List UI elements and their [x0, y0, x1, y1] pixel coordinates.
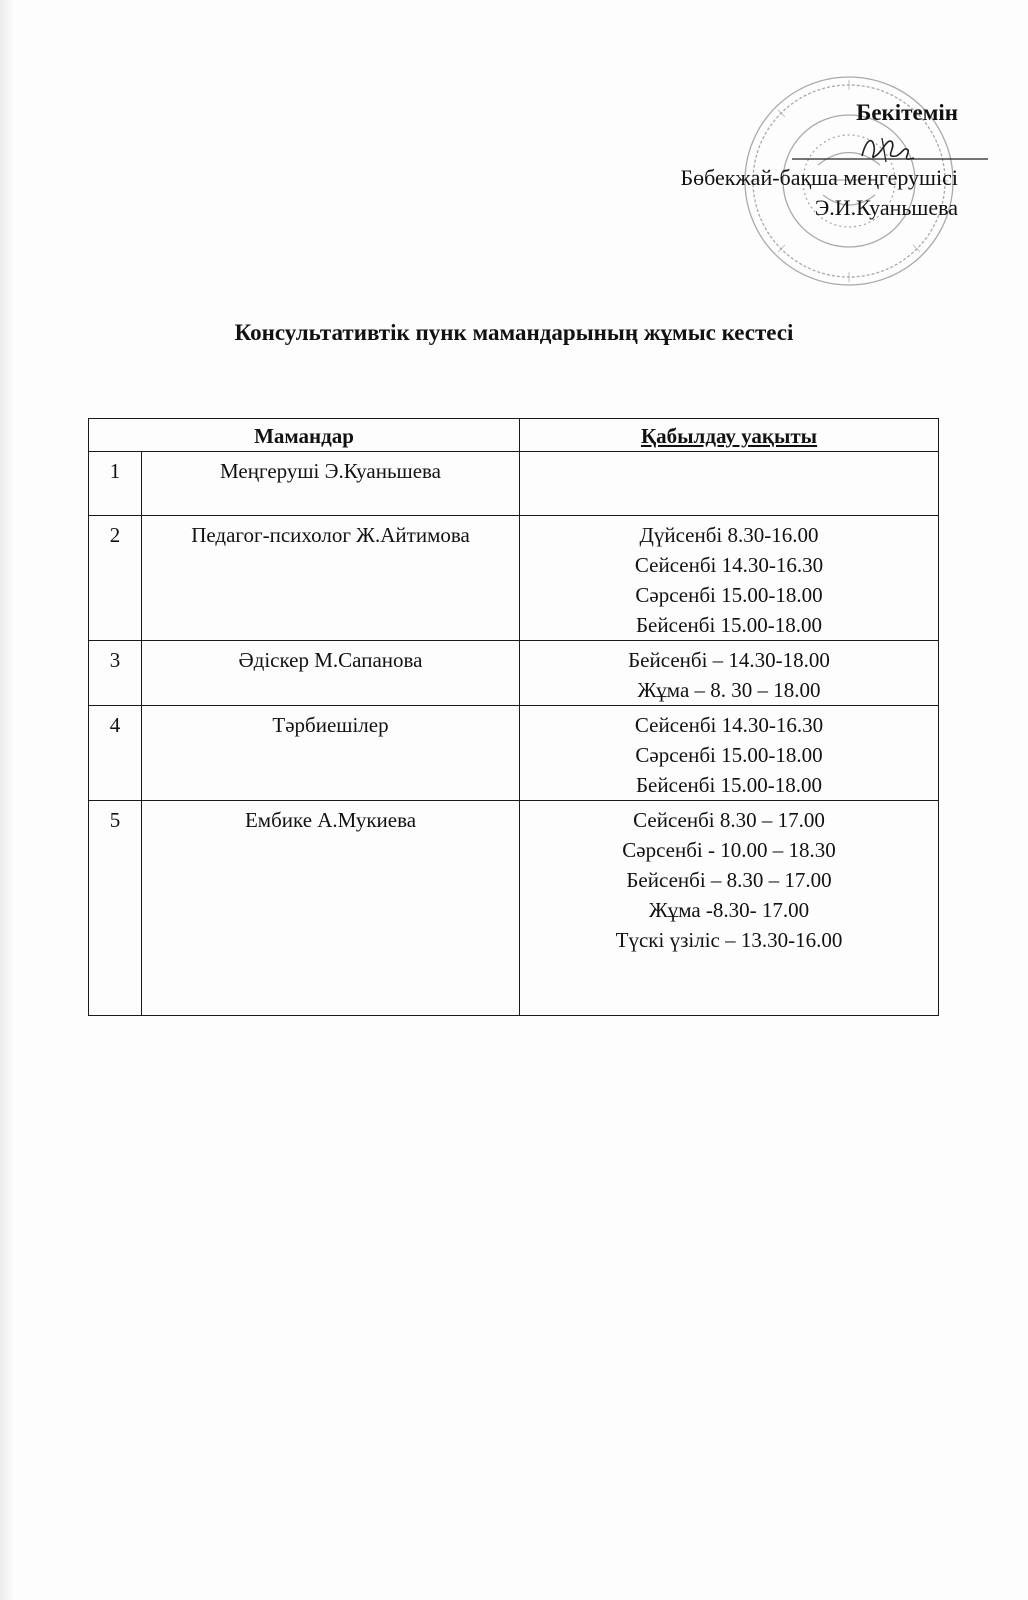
table-row — [89, 801, 939, 1016]
row-number: 4 — [89, 706, 142, 801]
reception-times — [520, 801, 939, 1016]
reception-time-entry: Жұма -8.30- 17.00 — [648, 898, 810, 922]
reception-time-entry: Бейсенбі 15.00-18.00 — [636, 773, 823, 797]
reception-time-entry: Дүйсенбі 8.30-16.00 — [639, 523, 819, 547]
reception-time-entry: Сәрсенбі 15.00-18.00 — [635, 743, 823, 767]
reception-time-entry: Түскі үзіліс – 13.30-16.00 — [615, 928, 843, 952]
specialist-name: Меңгеруші Э.Куаньшева — [142, 452, 520, 516]
reception-time-entry: Бейсенбі – 14.30-18.00 — [628, 648, 830, 672]
reception-time-entry: Жұма – 8. 30 – 18.00 — [637, 678, 821, 702]
reception-time-entry: Бейсенбі 15.00-18.00 — [636, 613, 823, 637]
row-number: 1 — [89, 452, 142, 516]
header-specialists: Мамандар — [89, 419, 520, 452]
reception-times — [520, 641, 939, 706]
reception-time-entry: Сейсенбі 14.30-16.30 — [634, 713, 824, 737]
row-number: 2 — [89, 516, 142, 641]
specialist-name: Тәрбиешілер — [142, 706, 520, 801]
document-title: Консультативтік пунк мамандарының жұмыс кестесі — [234, 320, 794, 345]
table-header-row — [89, 419, 939, 452]
row-number: 3 — [89, 641, 142, 706]
specialist-name: Ембике А.Мукиева — [142, 801, 520, 1016]
table-row — [89, 452, 939, 516]
specialist-name: Педагог-психолог Ж.Айтимова — [142, 516, 520, 641]
approval-position: Бөбекжай-бақша меңгерушісі — [680, 165, 958, 190]
row-number: 5 — [89, 801, 142, 1016]
reception-time-entry: Бейсенбі – 8.30 – 17.00 — [626, 868, 832, 892]
reception-times — [520, 452, 939, 516]
table-row — [89, 641, 939, 706]
reception-time-entry: Сәрсенбі 15.00-18.00 — [635, 583, 823, 607]
table-row — [89, 706, 939, 801]
schedule-table — [88, 418, 939, 1016]
approval-title: Бекітемін — [856, 100, 958, 125]
reception-time-entry: Сейсенбі 8.30 – 17.00 — [633, 808, 825, 832]
table-row — [89, 516, 939, 641]
reception-time-entry: Сәрсенбі - 10.00 – 18.30 — [622, 838, 836, 862]
page-edge-shadow — [0, 0, 14, 1600]
approval-name: Э.И.Куаньшева — [814, 195, 958, 220]
reception-time-entry: Сейсенбі 14.30-16.30 — [634, 553, 824, 577]
reception-times — [520, 706, 939, 801]
specialist-name: Әдіскер М.Сапанова — [142, 641, 520, 706]
reception-times — [520, 516, 939, 641]
header-reception-time: Қабылдау уақыты — [520, 419, 939, 452]
